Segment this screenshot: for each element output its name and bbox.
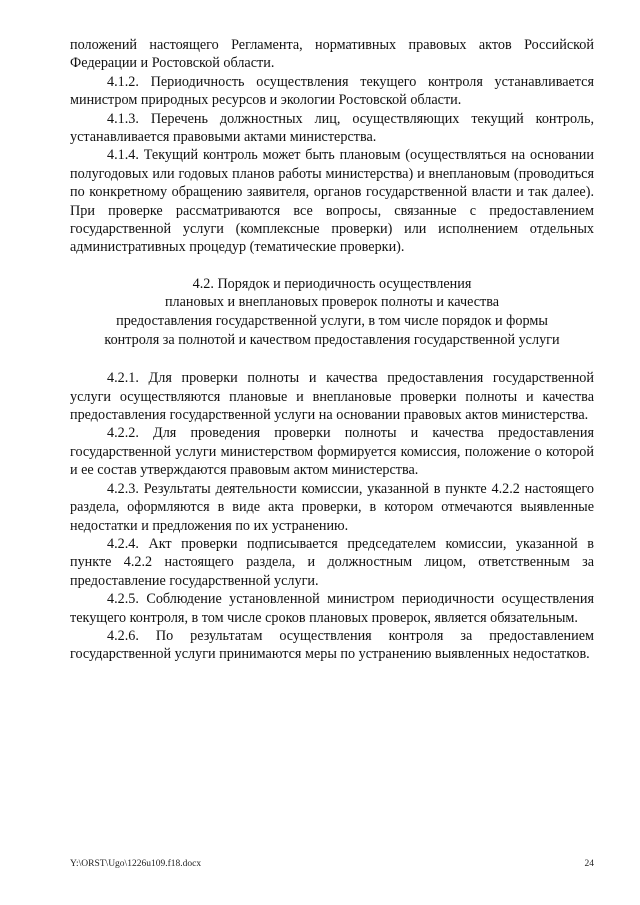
paragraph-4-2-4: 4.2.4. Акт проверки подписывается председателем комиссии, указанной в пункте 4.2.2 настоящего раздела, и должностным лицом, ответственным за предоставление государственной услуги. [70, 535, 594, 589]
heading-line: плановых и внеплановых проверок полноты и качества [164, 294, 500, 311]
file-path: Y:\ORST\Ugo\1226u109.f18.docx [70, 859, 202, 869]
paragraph-4-2-3: 4.2.3. Результаты деятельности комиссии, указанной в пункте 4.2.2 настоящего раздела, оформляются в виде акта проверки, в котором отмечаются выявленные недостатки и предложения по их устранению. [70, 480, 594, 534]
paragraph-4-1-2: 4.1.2. Периодичность осуществления текущего контроля устанавливается министром природных ресурсов и экологии Ростовской области. [70, 73, 594, 109]
document-body [70, 36, 594, 664]
paragraph-4-1-3: 4.1.3. Перечень должностных лиц, осуществляющих текущий контроль, устанавливается правовыми актами министерства. [70, 110, 594, 146]
heading-line: предоставления государственной услуги, в том числе порядок и формы [116, 313, 548, 330]
heading-line: 4.2. Порядок и периодичность осуществления [192, 275, 472, 292]
paragraph-4-2-6: 4.2.6. По результатам осуществления контроля за предоставлением государственной услуги принимаются меры по устранению выявленных недостатков. [70, 627, 594, 663]
intro-paragraph: положений настоящего Регламента, нормативных правовых актов Российской Федерации и Ростовской области. [70, 37, 594, 72]
section-heading-4-2 [70, 275, 594, 349]
paragraph-4-2-2: 4.2.2. Для проведения проверки полноты и качества предоставления государственной услуги министерством формируется комиссия, положение о которой и ее состав утверждаются правовым актом министерства. [70, 425, 594, 479]
paragraph-4-1-4: 4.1.4. Текущий контроль может быть плановым (осуществляться на основании полугодовых или годовых планов работы министерства) и внеплановым (проводиться по конкретному обращению заявителя, органов государственной власти и так далее). При проверке рассматриваются все вопросы, связанные с предоставлением государственной услуги (комплексные проверки) или исполнением отдельных административных процедур (тематические проверки). [70, 147, 594, 256]
paragraph-4-2-5: 4.2.5. Соблюдение установленной министром периодичности осуществления текущего контроля, в том числе сроков плановых проверок, является обязательным. [70, 591, 594, 626]
page-number: 24 [584, 859, 594, 869]
paragraph-4-2-1: 4.2.1. Для проверки полноты и качества предоставления государственной услуги осуществляются плановые и внеплановые проверки полноты и качества предоставления государственной услуги на основании правовых актов министерства. [70, 370, 594, 424]
heading-line: контроля за полнотой и качеством предоставления государственной услуги [104, 331, 560, 348]
